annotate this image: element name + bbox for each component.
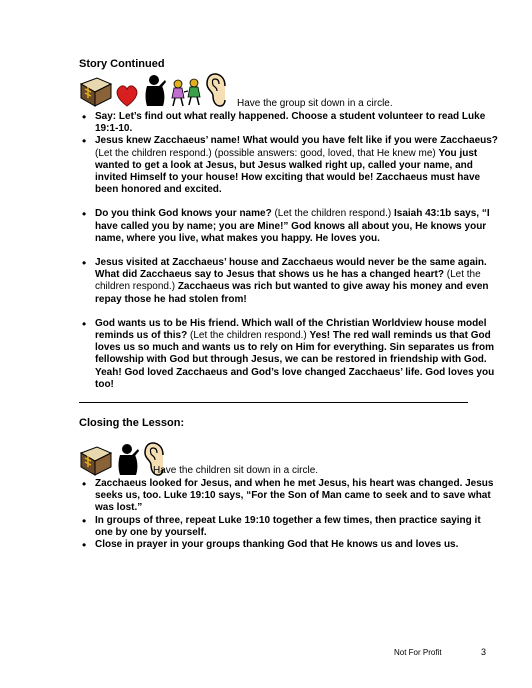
bible-icon <box>79 445 113 477</box>
page-number: 3 <box>481 647 487 657</box>
list-item <box>79 539 499 551</box>
list-item <box>79 515 499 539</box>
bullet-text: Zacchaeus was rich but wanted to give away his money and even repay those he had stolen from! <box>95 281 489 305</box>
list-item <box>79 111 499 135</box>
heart-icon <box>114 84 140 108</box>
bullet-text: Yes! The red wall reminds us that God loves us so much and wants us to rely on Him for everything. Sin separates us from fellowship with God but through Jesus, we can be restored in friendship with God. Yeah! God loved Zacchaeus and God’s love changed Zacchaeus’ life. God loves you too! <box>95 330 495 390</box>
section-heading-story-continued: Story Continued <box>79 58 165 70</box>
bullet-text: Isaiah 43:1b says, “I have called you by name; you are Mine!” God knows all about you, He knows your name, where you live, what makes you happy. He loves you. <box>95 208 490 244</box>
closing-bullet-list <box>79 478 499 551</box>
bullet-parenthetical: (Let the children respond.) <box>190 330 310 342</box>
list-item <box>79 208 499 245</box>
children-playing-icon <box>170 78 204 108</box>
footer-label: Not For Profit <box>394 648 442 657</box>
group-instruction: Have the group sit down in a circle. <box>237 98 393 109</box>
bullet-parenthetical: (Let the children respond.) (possible answers: good, loved, that He knew me) <box>95 147 439 159</box>
list-item <box>79 478 499 515</box>
activity-icon-row <box>79 72 231 108</box>
list-item <box>79 257 499 306</box>
bullet-text: Close in prayer in your groups thanking God that He knows us and loves us. <box>95 539 459 551</box>
ear-icon <box>205 72 231 108</box>
bullet-text: God wants us to be His friend. Which wall of the Christian Worldview house model reminds us of this? <box>95 317 487 342</box>
list-item <box>79 318 499 391</box>
group-instruction: Have the children sit down in a circle. <box>153 465 319 476</box>
bullet-text: Zacchaeus looked for Jesus, and when he met Jesus, his heart was changed. Jesus seeks us, too. Luke 19:10 says, “For the Son of Man came to seek and to save what was lost.” <box>95 478 494 514</box>
bullet-parenthetical: (Let the children respond.) <box>95 269 481 293</box>
bible-icon <box>79 76 113 108</box>
section-heading-closing-the-lesson: Closing the Lesson: <box>79 417 185 429</box>
bullet-text: In groups of three, repeat Luke 19:10 together a few times, then practice saying it one by one by yourself. <box>95 514 481 538</box>
bullet-text: You just wanted to get a look at Jesus, but Jesus walked right up, called your name, and invited Himself to your house! How exciting that would be! Zacchaeus must have been honored and excited. <box>95 147 481 196</box>
praying-child-icon <box>114 443 142 477</box>
praying-child-icon <box>141 74 169 108</box>
bullet-text: Jesus knew Zacchaeus’ name! What would you have felt like if you were Zacchaeus? <box>95 135 498 147</box>
bullet-parenthetical: (Let the children respond.) <box>274 208 394 220</box>
bullet-text: Jesus visited at Zacchaeus’ house and Zacchaeus would never be the same again. What did Zacchaeus say to Jesus that shows us he has a changed heart? <box>95 257 487 281</box>
bullet-text: Say: Let’s find out what really happened. Choose a student volunteer to read Luke 19:1-10. <box>95 111 486 135</box>
bullet-text: Do you think God knows your name? <box>95 208 275 220</box>
section-divider <box>79 402 468 403</box>
story-bullet-list <box>79 111 499 391</box>
list-item <box>79 135 499 196</box>
